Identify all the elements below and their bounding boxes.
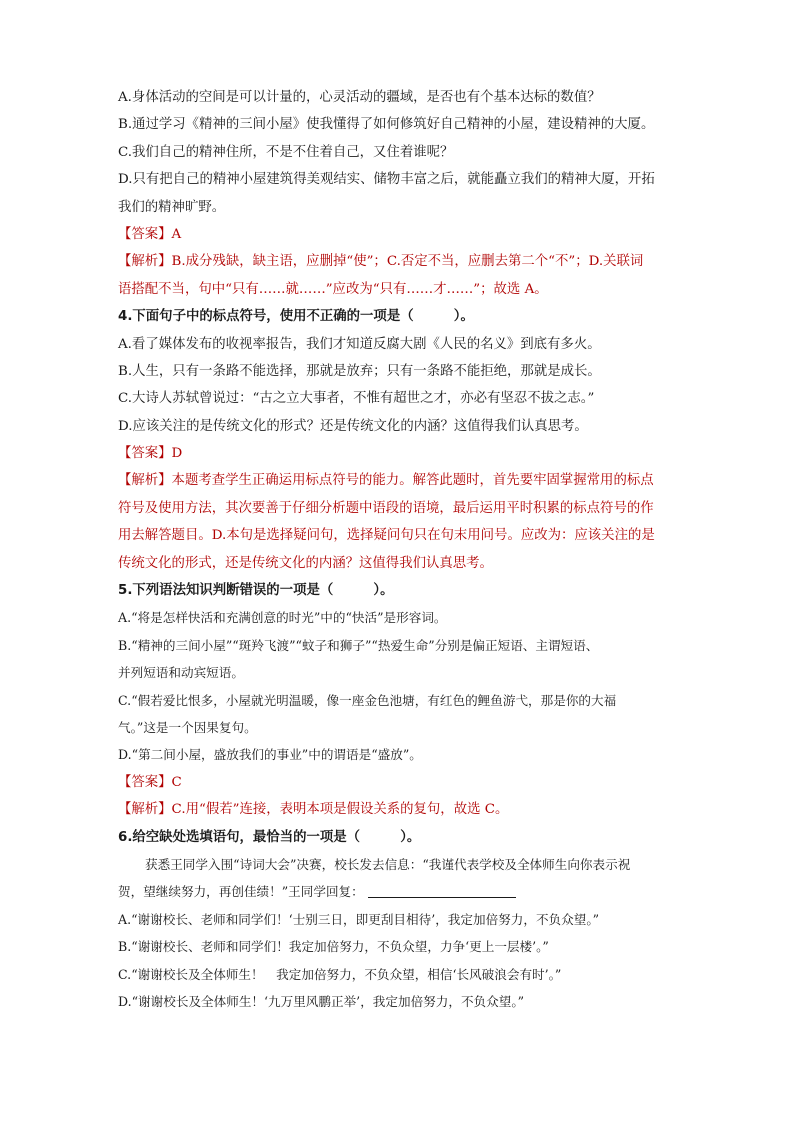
q6-option-b: B.“谢谢校长、老师和同学们！我定加倍努力，不负众望，力争‘更上一层楼’。” [118,939,549,955]
q5-option-d: D.“第二间小屋，盛放我们的事业”中的谓语是“盛放”。 [118,747,422,763]
q3-option-b: B.通过学习《精神的三间小屋》使我懂得了如何修筑好自己精神的小屋，建设精神的大厦。 [118,117,655,133]
q5-option-c-cont: 气。”这是一个因果复句。 [118,719,257,735]
q6-stem-line-2 [118,882,688,902]
q4-option-c: C.大诗人苏轼曾说过：“古之立大事者，不惟有超世之才，亦必有坚忍不拔之志。” [118,391,595,407]
q5-analysis-line-1: 【解析】C.用“假若”连接，表明本项是假设关系的复句，故选 C。 [118,802,509,818]
q4-analysis-line-3: 用去解答题目。D.本句是选择疑问句，选择疑问句只在句末用问号。应改为：应该关注的是 [118,528,655,544]
q5-answer: 【答案】C [118,774,182,790]
q3-option-d-cont: 我们的精神旷野。 [118,199,226,215]
q3-analysis-line-2: 语搭配不当，句中“只有……就……”应改为“只有……才……”；故选 A。 [118,281,548,297]
q6-option-a: A.“谢谢校长、老师和同学们！‘士别三日，即更刮目相待’，我定加倍努力，不负众望。” [118,911,600,927]
q5-option-b: B.“精神的三间小屋”“斑羚飞渡”“蚊子和狮子”“热爱生命”分别是偏正短语、主谓短语、 [118,637,599,653]
q3-answer: 【答案】A [118,226,182,242]
q3-option-a: A.身体活动的空间是可以计量的，心灵活动的疆域，是否也有个基本达标的数值？ [118,90,601,105]
q6-option-d: D.“谢谢校长及全体师生！‘九万里风鹏正举’，我定加倍努力，不负众望。” [118,993,525,1009]
q4-option-b: B.人生，只有一条路不能选择，那就是放弃；只有一条路不能拒绝，那就是成长。 [118,363,601,379]
q6-question: 6.给空缺处选填语句，最恰当的一项是（ ）。 [118,829,421,845]
q5-option-b-cont: 并列短语和动宾短语。 [118,665,244,681]
q4-answer: 【答案】D [118,446,183,462]
q4-question: 4.下面句子中的标点符号，使用不正确的一项是（ ）。 [118,309,474,325]
q6-stem-line-2-text: 贺，望继续努力，再创佳绩！”王同学回复： [118,884,364,900]
q3-analysis-line-1: 【解析】B.成分残缺，缺主语，应删掉“使”；C.否定不当，应删去第二个“不”；D.关联词 [118,254,644,270]
document-page [118,88,688,1019]
q5-question: 5.下列语法知识判断错误的一项是（ ）。 [118,583,394,599]
q6-option-c: C.“谢谢校长及全体师生！ 我定加倍努力，不负众望，相信‘长风破浪会有时’。” [118,966,562,982]
q4-option-d: D.应该关注的是传统文化的形式？还是传统文化的内涵？这值得我们认真思考。 [118,418,588,434]
q4-option-a: A.看了媒体发布的收视率报告，我们才知道反腐大剧《人民的名义》到底有多火。 [118,336,601,352]
answer-blank [368,883,516,898]
q6-stem-line-1: 获悉王同学入围“诗词大会”决赛，校长发去信息：“我谨代表学校及全体师生向你表示祝 [145,856,631,872]
q5-option-a: A.“将是怎样快活和充满创意的时光”中的“快活”是形容词。 [118,610,447,626]
q5-option-c: C.“假若爱比恨多，小屋就光明温暖，像一座金色池塘，有红色的鲤鱼游弋，那是你的大福 [118,692,617,708]
q3-option-d: D.只有把自己的精神小屋建筑得美观结实、储物丰富之后，就能矗立我们的精神大厦，开拓 [118,172,655,188]
q4-analysis-line-4: 传统文化的形式，还是传统文化的内涵？这值得我们认真思考。 [118,555,493,571]
q3-option-c: C.我们自己的精神住所，不是不住着自己，又住着谁呢？ [118,144,454,160]
q4-analysis-line-2: 符号及使用方法，其次要善于仔细分析题中语段的语境，最后运用平时积累的标点符号的作 [118,500,654,516]
q4-analysis-line-1: 【解析】本题考查学生正确运用标点符号的能力。解答此题时，首先要牢固掌握常用的标点 [118,473,654,489]
